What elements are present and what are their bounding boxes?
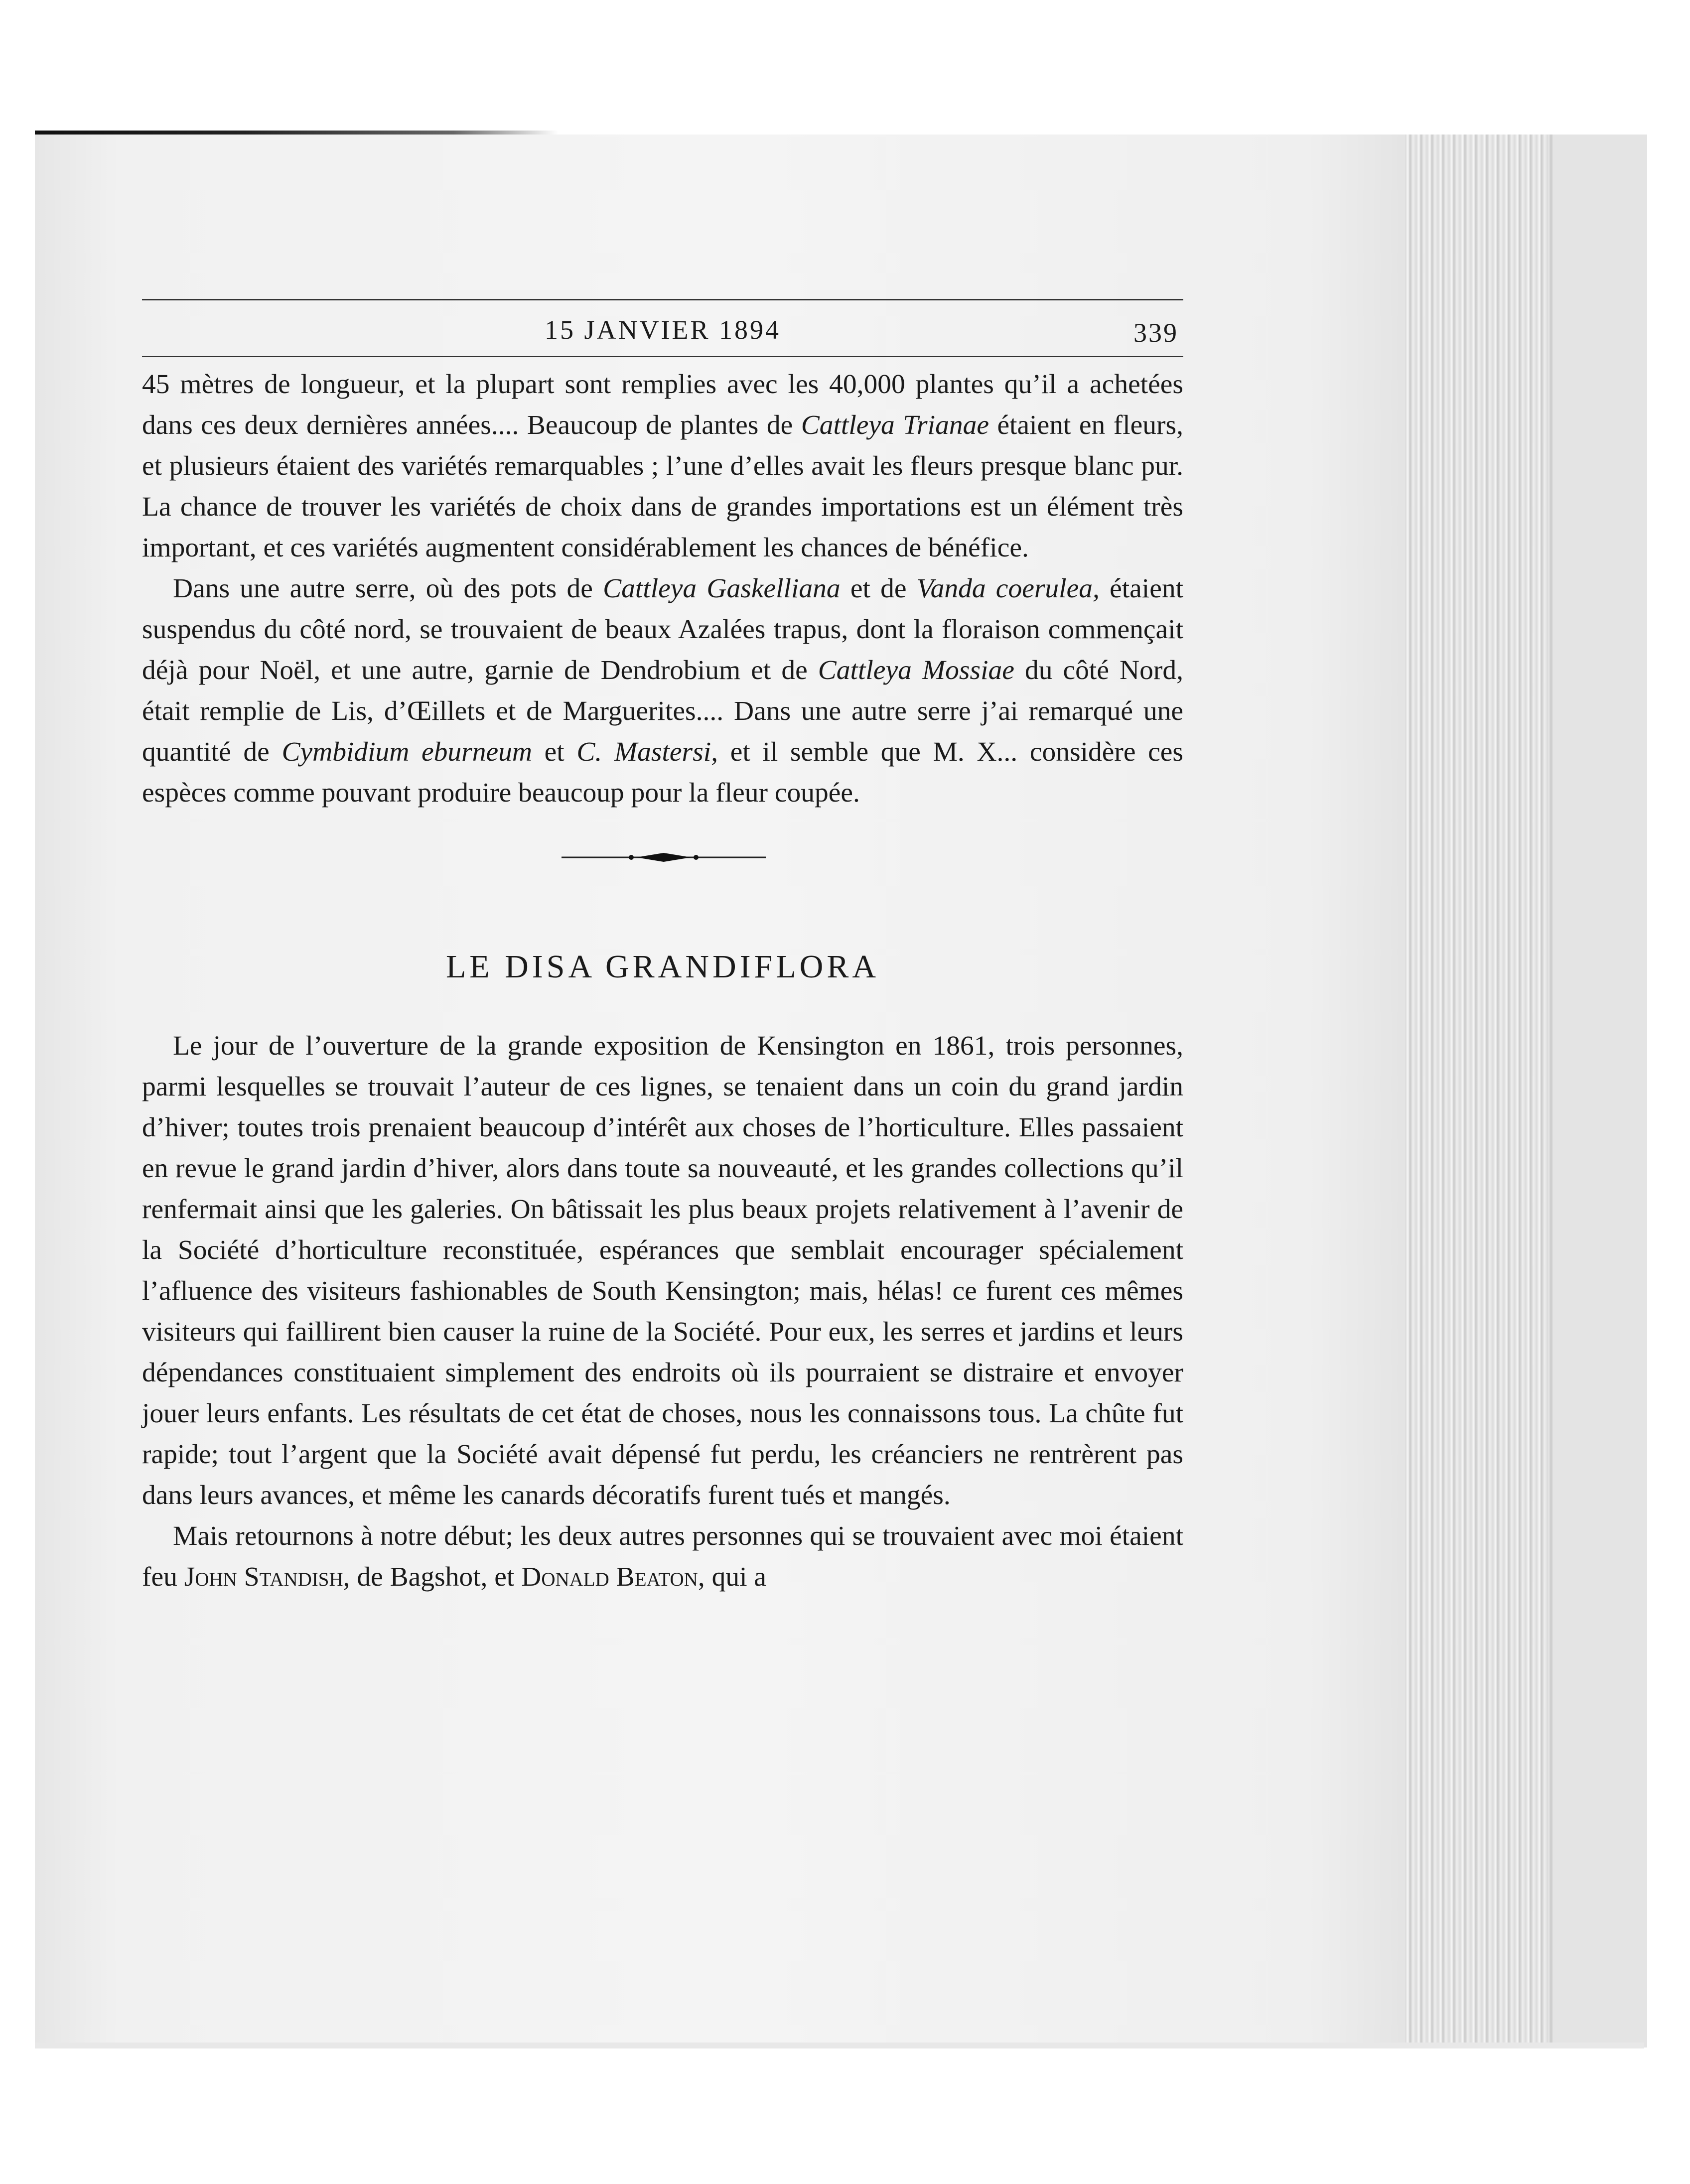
section-title: LE DISA GRANDIFLORA	[445, 949, 880, 985]
text-run: étaient suspendus du côté nord, se trouvaient de beaux Azalées trapus, dont la floraison commençait déjà pour Noël, et une autre, garnie de Dendrobium et de	[142, 573, 1184, 685]
book-page-edges	[1405, 135, 1569, 2048]
species-name: C. Mastersi,	[576, 737, 718, 767]
scan-bottom-edge	[35, 2043, 1644, 2048]
text-run: étaient en fleurs, et plusieurs étaient des variétés remarquables ; l’une d’elles avait les fleurs presque blanc pur. La chance de trouver les variétés de choix dans de grandes importations est un élément très important, et ces variétés augmentent considérablement les chances de bénéfice.	[142, 410, 1183, 563]
text-run: Mais retournons à notre début; les deux autres personnes qui se trouvaient avec moi étaient feu	[142, 1521, 1183, 1592]
running-head-date: 15 JANVIER 1894	[545, 315, 781, 345]
paragraph-continued	[142, 364, 1183, 568]
species-name: Cattleya Trianae	[801, 410, 989, 440]
text-block	[142, 299, 1183, 1598]
text-run: 45 mètres de longueur, et la plupart sont remplies avec les 40,000 plantes qu’il a achetées dans ces deux dernières années.... Beaucoup de plantes de	[142, 369, 1183, 440]
person-name: Donald Beaton	[521, 1562, 698, 1592]
person-name: John Standish	[184, 1562, 343, 1592]
paragraph-retournons	[142, 1516, 1183, 1598]
text-run: , de Bagshot, et	[343, 1562, 522, 1592]
text-run: et il semble que M. X... considère ces espèces comme pouvant produire beaucoup pour la fleur coupée.	[142, 737, 1183, 808]
text-run: et	[532, 737, 577, 767]
species-name: Cymbidium eburneum	[282, 737, 532, 767]
section-divider-ornament	[142, 842, 1183, 872]
running-head	[142, 300, 1183, 356]
paragraph-serre	[142, 568, 1183, 814]
book-cover-edge	[1549, 135, 1647, 2048]
text-run: du côté Nord, était remplie de Lis, d’Œillets et de Marguerites.... Dans une autre serre j’ai remarqué une quantité de	[142, 655, 1183, 767]
species-name: Cattleya Gaskelliana	[603, 573, 841, 604]
text-run: , qui a	[698, 1562, 766, 1592]
text-run: et de	[840, 573, 917, 604]
page-number: 339	[1133, 318, 1178, 348]
text-run: Dans une autre serre, où des pots de	[173, 573, 603, 604]
species-name: Cattleya Mossiae	[818, 655, 1014, 685]
fleuron-icon	[562, 847, 766, 867]
paragraph-kensington: Le jour de l’ouverture de la grande exposition de Kensington en 1861, trois personnes, parmi lesquelles se trouvait l’auteur de ces lignes, se tenaient dans un coin du grand jardin d’hiver; toutes trois prenaient beaucoup d’intérêt aux choses de l’horticulture. Elles passaient en revue le grand jardin d’hiver, alors dans toute sa nouveauté, et les grandes collections qu’il renfermait ainsi que les galeries. On bâtissait les plus beaux projets relativement à l’avenir de la Société d’horticulture reconstituée, espérances que semblait encourager spécialement l’afluence des visiteurs fashionables de South Kensington; mais, hélas! ce furent ces mêmes visiteurs qui faillirent bien causer la ruine de la Société. Pour eux, les serres et jardins et leurs dépendances constituaient simplement des endroits où ils pourraient se distraire et envoyer jouer leurs enfants. Les résultats de cet état de choses, nous les connaissons tous. La chûte fut rapide; tout l’argent que la Société avait dépensé fut perdu, les créanciers ne rentrèrent pas dans leurs avances, et même les canards décoratifs furent tués et mangés.	[142, 1031, 1183, 1510]
species-name: Vanda coerulea,	[916, 573, 1100, 604]
header-rule-bottom	[142, 356, 1183, 357]
